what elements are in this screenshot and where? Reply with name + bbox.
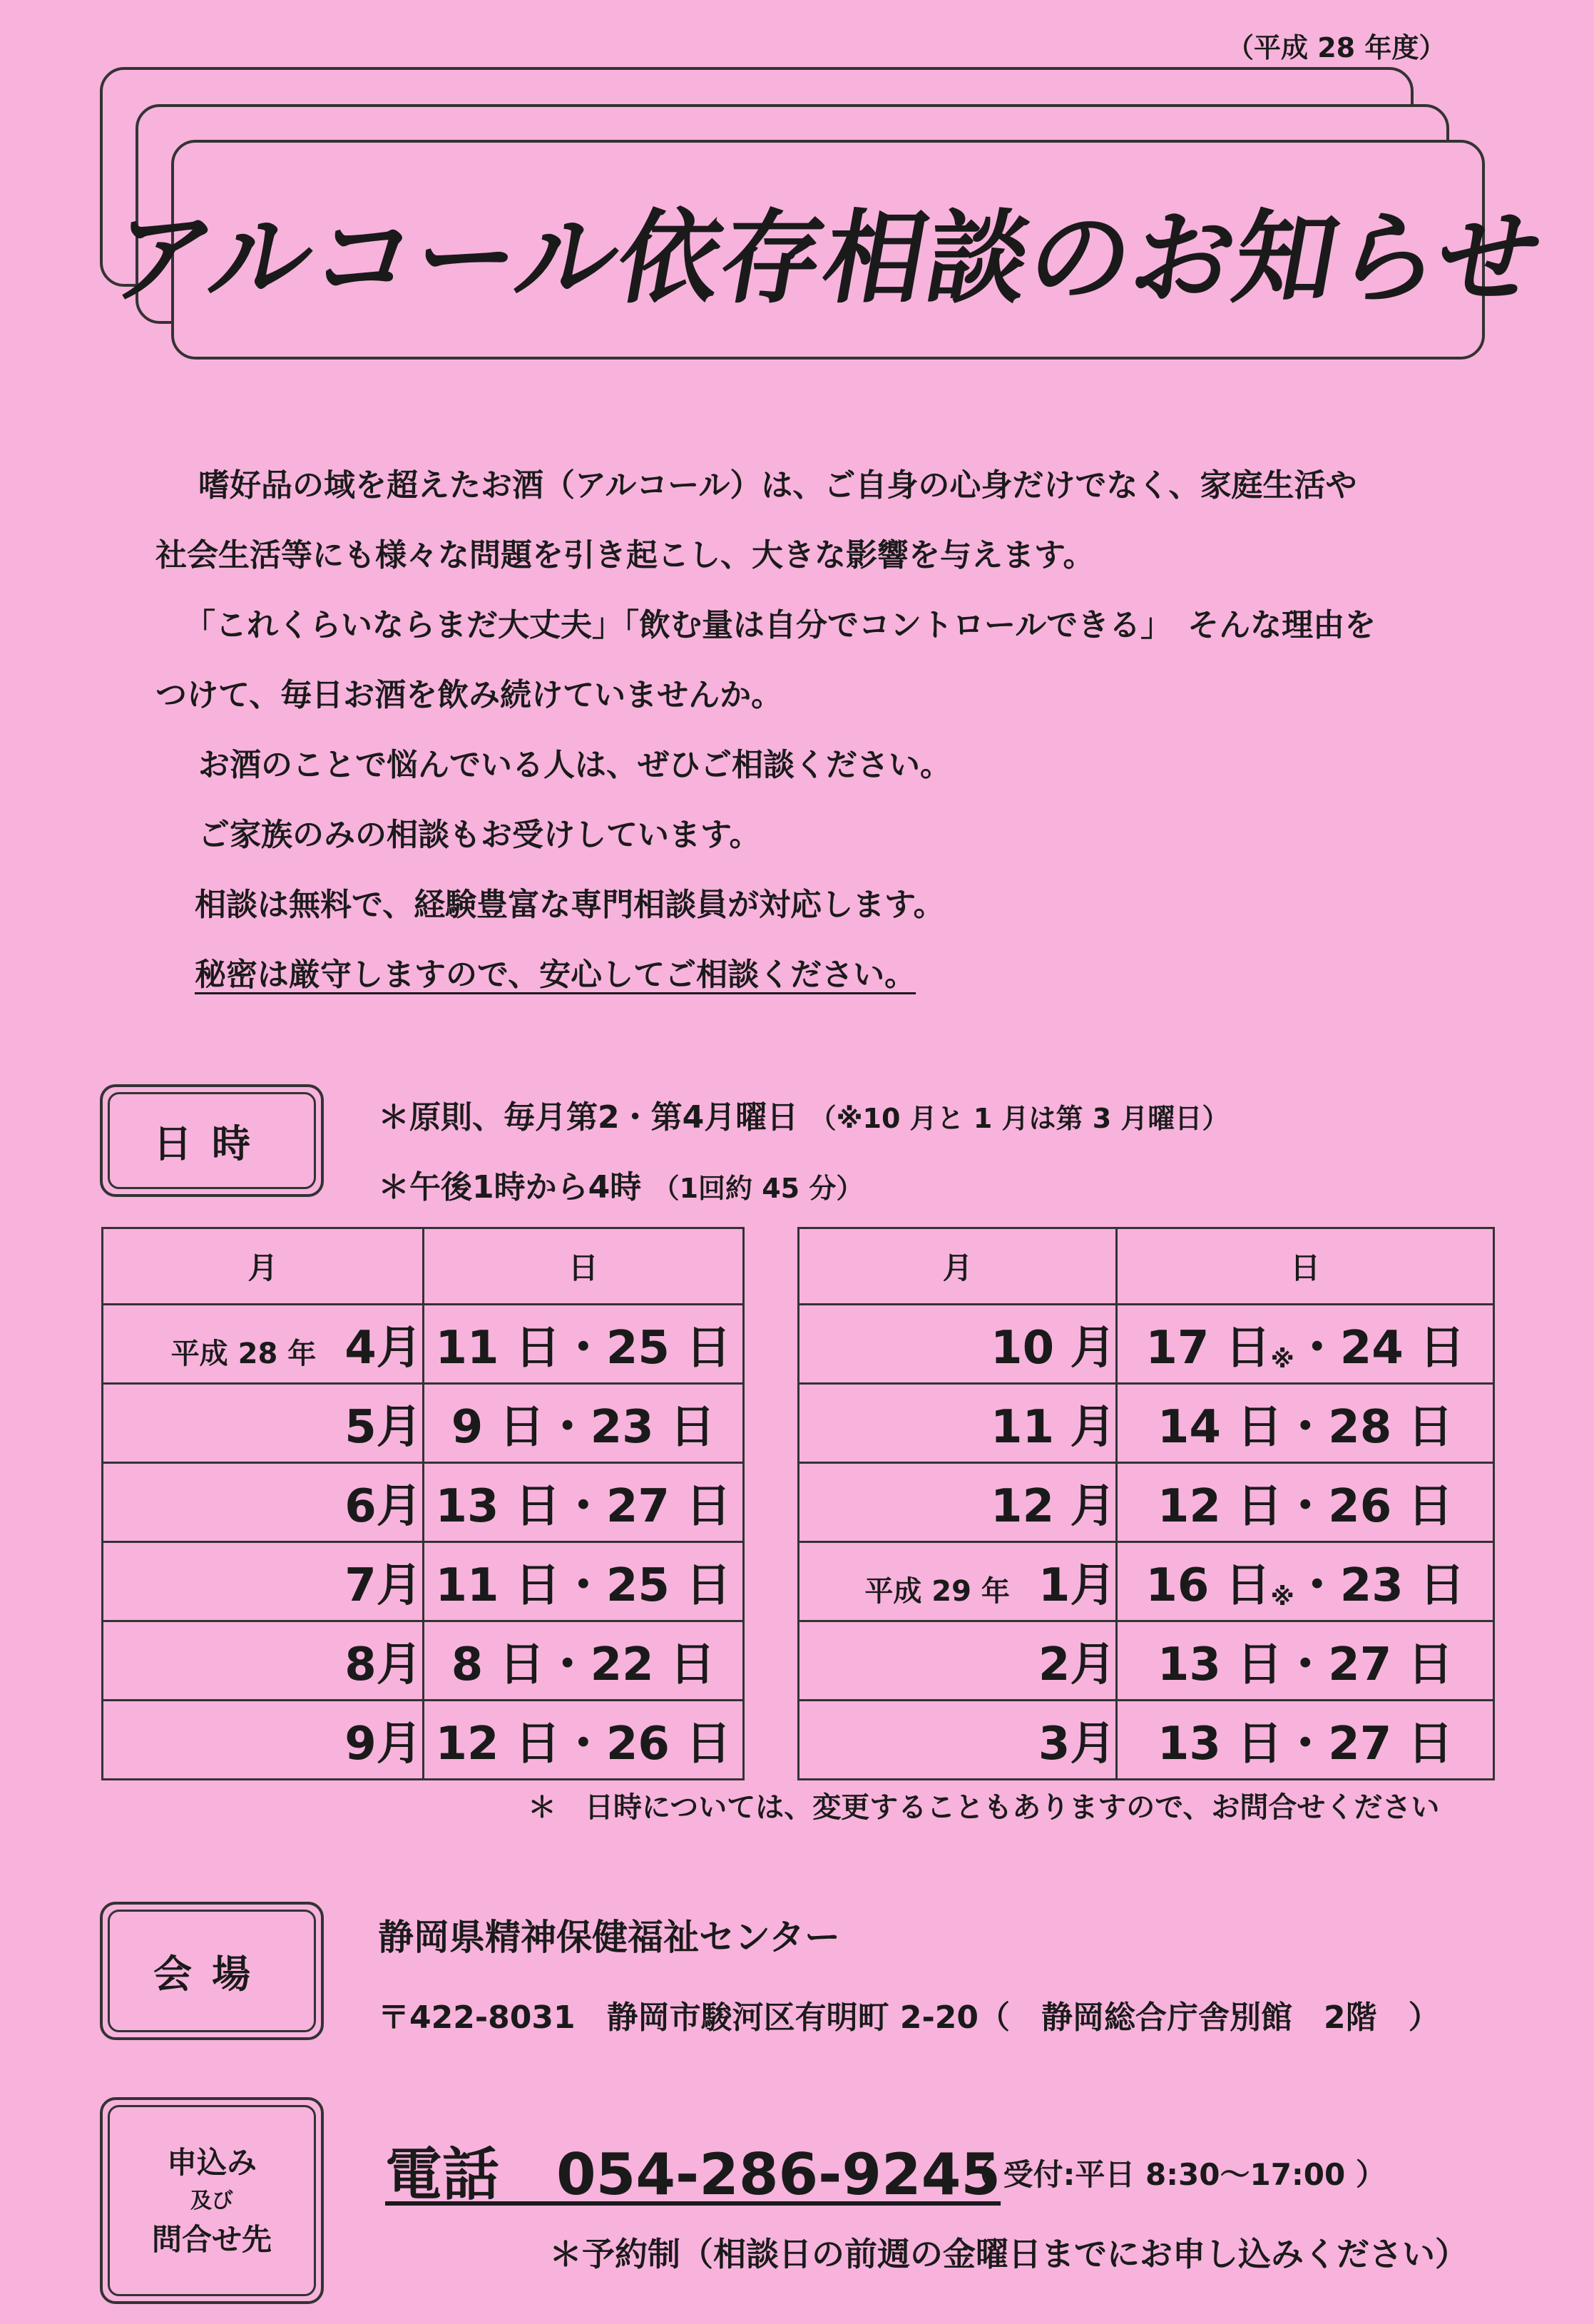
schedule-table-right xyxy=(797,1227,1495,1780)
page-title: アルコール依存相談のお知らせ xyxy=(101,200,1551,317)
reception-hours: （ 受付:平日 8:30〜17:00 ） xyxy=(963,2157,1386,2192)
day-first: 14 日 xyxy=(1157,1401,1283,1454)
intro-line: お酒のことで悩んでいる人は、ぜひご相談ください。 xyxy=(198,747,951,783)
intro-line: 社会生活等にも様々な問題を引き起こし、大きな影響を与えます。 xyxy=(155,537,1095,574)
month-cell xyxy=(799,1621,1117,1701)
month-value: 9月 xyxy=(344,1718,422,1770)
month-value: 7月 xyxy=(344,1559,422,1612)
schedule-label-box xyxy=(100,1084,324,1197)
day-second: ・23 日 xyxy=(1294,1559,1466,1612)
day-cell xyxy=(1117,1621,1494,1701)
intro-line xyxy=(155,940,1511,1010)
day-second: ・28 日 xyxy=(1282,1401,1453,1454)
month-cell xyxy=(103,1463,424,1542)
month-value: 5月 xyxy=(344,1401,422,1454)
month-cell xyxy=(799,1305,1117,1384)
venue-name: 静岡県精神保健福祉センター xyxy=(378,1917,840,1958)
month-cell xyxy=(799,1463,1117,1542)
month-cell xyxy=(799,1542,1117,1621)
schedule-note-2-main: ＊午後1時から4時 xyxy=(378,1169,642,1206)
month-value: 6月 xyxy=(344,1480,422,1533)
venue-label-box xyxy=(100,1902,324,2040)
table-row xyxy=(103,1701,744,1780)
day-cell xyxy=(1117,1463,1494,1542)
day-first: 13 日 xyxy=(1157,1718,1283,1770)
day-cell xyxy=(423,1384,743,1463)
day-second: ・26 日 xyxy=(1282,1480,1453,1533)
contact-label-box xyxy=(100,2097,324,2304)
column-header-day: 日 xyxy=(1117,1228,1494,1305)
intro-line: ご家族のみの相談もお受けしています。 xyxy=(198,817,761,853)
day-first: 12 日 xyxy=(1157,1480,1283,1533)
table-row xyxy=(799,1542,1494,1621)
intro-text xyxy=(155,451,1511,1010)
day-first: 11 日 xyxy=(435,1559,561,1612)
day-cell xyxy=(423,1542,743,1621)
day-second: ・22 日 xyxy=(544,1638,715,1691)
change-mark: ※ xyxy=(1270,1345,1294,1374)
table-header-row xyxy=(103,1228,744,1305)
intro-line: 相談は無料で、経験豊富な専門相談員が対応します。 xyxy=(195,887,945,923)
month-value: 11 月 xyxy=(991,1401,1116,1454)
month-cell xyxy=(103,1621,424,1701)
table-row xyxy=(799,1701,1494,1780)
day-first: 13 日 xyxy=(1157,1638,1283,1691)
column-header-day: 日 xyxy=(423,1228,743,1305)
day-cell xyxy=(423,1701,743,1780)
month-cell xyxy=(103,1542,424,1621)
table-row xyxy=(103,1305,744,1384)
day-second: ・23 日 xyxy=(544,1401,715,1454)
venue-address: 〒422-8031 静岡市駿河区有明町 2-20（ 静岡総合庁舎別館 2階 ） xyxy=(378,1999,1440,2036)
day-first: 13 日 xyxy=(435,1480,561,1533)
day-cell xyxy=(1117,1701,1494,1780)
contact-label-line: 申込み xyxy=(166,2144,257,2180)
month-value: 2月 xyxy=(1038,1638,1116,1691)
month-value: 10 月 xyxy=(991,1322,1116,1375)
day-first: 8 日 xyxy=(451,1638,545,1691)
schedule-note-2 xyxy=(378,1161,863,1207)
privacy-note: 秘密は厳守しますので、安心してご相談ください。 xyxy=(195,957,916,993)
day-second: ・24 日 xyxy=(1294,1322,1466,1375)
schedule-label: 日時 xyxy=(153,1121,270,1166)
day-first: 12 日 xyxy=(435,1718,561,1770)
day-second: ・27 日 xyxy=(1282,1638,1453,1691)
day-second: ・25 日 xyxy=(560,1322,732,1375)
era-label: 平成 28 年 xyxy=(170,1337,317,1370)
month-cell xyxy=(103,1305,424,1384)
table-row xyxy=(103,1463,744,1542)
contact-label-line: 問合せ先 xyxy=(151,2221,272,2257)
schedule-note-1-sub: （※10 月と 1 月は第 3 月曜日） xyxy=(809,1103,1230,1134)
contact-label xyxy=(152,2140,272,2262)
change-mark: ※ xyxy=(1270,1583,1294,1611)
month-value: 4月 xyxy=(344,1322,422,1375)
month-value: 12 月 xyxy=(991,1480,1116,1533)
fiscal-year: （平成 28 年度） xyxy=(1227,32,1446,63)
day-cell xyxy=(1117,1305,1494,1384)
day-cell xyxy=(423,1305,743,1384)
title-frame xyxy=(101,140,1551,360)
day-cell xyxy=(423,1463,743,1542)
table-row xyxy=(103,1542,744,1621)
venue-label: 会場 xyxy=(153,1951,270,1997)
day-cell xyxy=(423,1621,743,1701)
table-row xyxy=(799,1621,1494,1701)
intro-line: 「これくらいならまだ大丈夫」「飲む量は自分でコントロールできる」 そんな理由を xyxy=(184,607,1376,643)
schedule-note-1-main: ＊原則、毎月第2・第4月曜日 xyxy=(378,1099,799,1136)
month-value: 1月 xyxy=(1038,1559,1116,1612)
column-header-month: 月 xyxy=(103,1228,424,1305)
day-cell xyxy=(1117,1542,1494,1621)
month-cell xyxy=(103,1701,424,1780)
month-cell xyxy=(799,1701,1117,1780)
table-row xyxy=(799,1463,1494,1542)
intro-line: つけて、毎日お酒を飲み続けていませんか。 xyxy=(155,677,783,713)
era-label: 平成 29 年 xyxy=(864,1575,1010,1608)
day-first: 17 日 xyxy=(1145,1322,1271,1375)
month-cell xyxy=(103,1384,424,1463)
reservation-note: ＊予約制（相談日の前週の金曜日までにお申し込みください） xyxy=(549,2235,1468,2273)
intro-line: 嗜好品の域を超えたお酒（アルコール）は、ご自身の心身だけでなく、家庭生活や xyxy=(198,467,1357,504)
table-row xyxy=(103,1621,744,1701)
day-second: ・25 日 xyxy=(560,1559,732,1612)
table-row xyxy=(799,1384,1494,1463)
month-value: 3月 xyxy=(1038,1718,1116,1770)
phone-number[interactable]: 電話 054-286-9245 xyxy=(385,2141,1001,2208)
table-row xyxy=(103,1384,744,1463)
day-second: ・27 日 xyxy=(560,1480,732,1533)
month-value: 8月 xyxy=(344,1638,422,1691)
day-second: ・27 日 xyxy=(1282,1718,1453,1770)
day-cell xyxy=(1117,1384,1494,1463)
table-header-row xyxy=(799,1228,1494,1305)
schedule-table-left xyxy=(101,1227,745,1780)
month-cell xyxy=(799,1384,1117,1463)
schedule-note-1 xyxy=(378,1091,1229,1137)
day-second: ・26 日 xyxy=(560,1718,732,1770)
table-row xyxy=(799,1305,1494,1384)
schedule-footnote: ＊ 日時については、変更することもありますので、お問合せください xyxy=(528,1791,1440,1824)
schedule-note-2-sub: （1回約 45 分） xyxy=(652,1173,864,1204)
day-first: 9 日 xyxy=(451,1401,545,1454)
day-first: 11 日 xyxy=(435,1322,561,1375)
day-first: 16 日 xyxy=(1145,1559,1271,1612)
contact-label-line: 及び xyxy=(190,2188,233,2213)
column-header-month: 月 xyxy=(799,1228,1117,1305)
